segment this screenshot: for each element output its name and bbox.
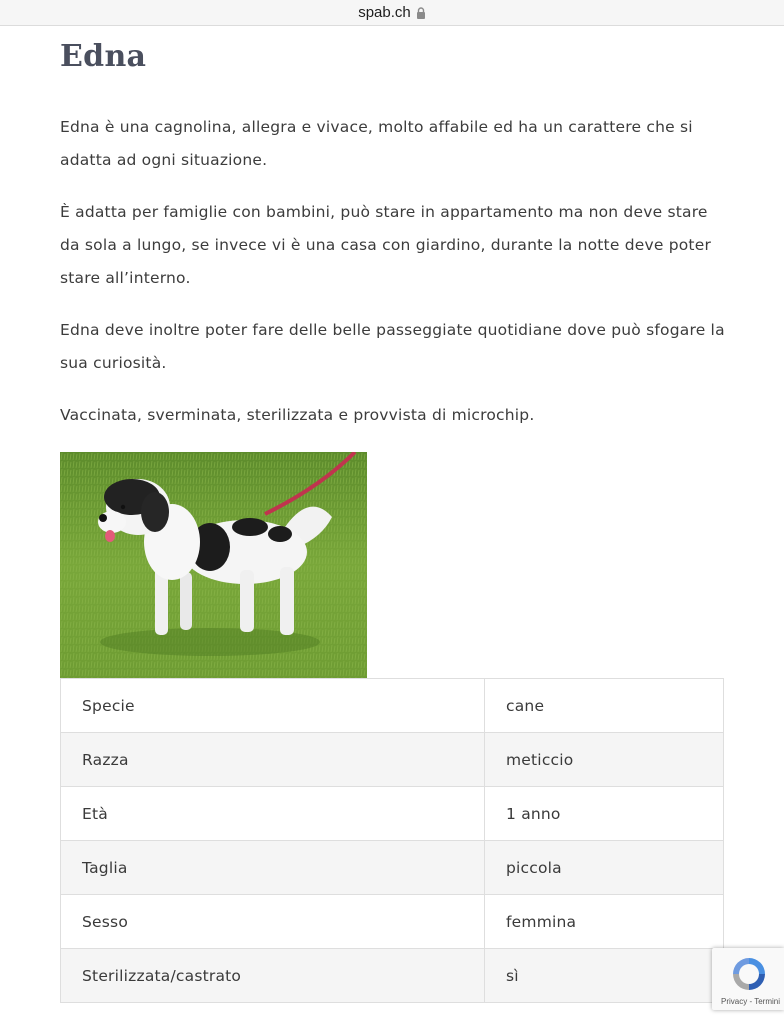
recaptcha-terms[interactable]: Privacy - Termini (721, 997, 780, 1006)
detail-value: meticcio (485, 733, 724, 787)
table-row (61, 787, 724, 841)
table-row (61, 733, 724, 787)
recaptcha-icon (729, 954, 769, 994)
table-row (61, 949, 724, 1003)
table-row (61, 679, 724, 733)
detail-value: 1 anno (485, 787, 724, 841)
recaptcha-badge[interactable] (712, 948, 784, 1010)
detail-value: sì (485, 949, 724, 1003)
detail-label: Razza (61, 733, 485, 787)
detail-value: femmina (485, 895, 724, 949)
paragraph: È adatta per famiglie con bambini, può stare in appartamento ma non deve stare da sola a lungo, se invece vi è una casa con giardino, durante la notte deve poter stare all’interno. (60, 203, 712, 287)
paragraph: Edna è una cagnolina, allegra e vivace, molto affabile ed ha un carattere che si adatta ad ogni situazione. (60, 118, 693, 169)
url-domain: spab.ch (358, 4, 411, 21)
browser-address-bar[interactable] (0, 0, 784, 26)
detail-label: Età (61, 787, 485, 841)
detail-label: Sesso (61, 895, 485, 949)
detail-value: piccola (485, 841, 724, 895)
detail-label: Taglia (61, 841, 485, 895)
detail-label: Specie (61, 679, 485, 733)
details-table (60, 678, 724, 1003)
lock-icon (416, 7, 426, 19)
page-title: Edna (60, 39, 147, 74)
dog-photo (60, 452, 367, 678)
paragraph: Vaccinata, sverminata, sterilizzata e provvista di microchip. (60, 406, 535, 424)
detail-value: cane (485, 679, 724, 733)
paragraph: Edna deve inoltre poter fare delle belle passeggiate quotidiane dove può sfogare la sua curiosità. (60, 321, 725, 372)
table-row (61, 895, 724, 949)
detail-label: Sterilizzata/castrato (61, 949, 485, 1003)
table-row (61, 841, 724, 895)
